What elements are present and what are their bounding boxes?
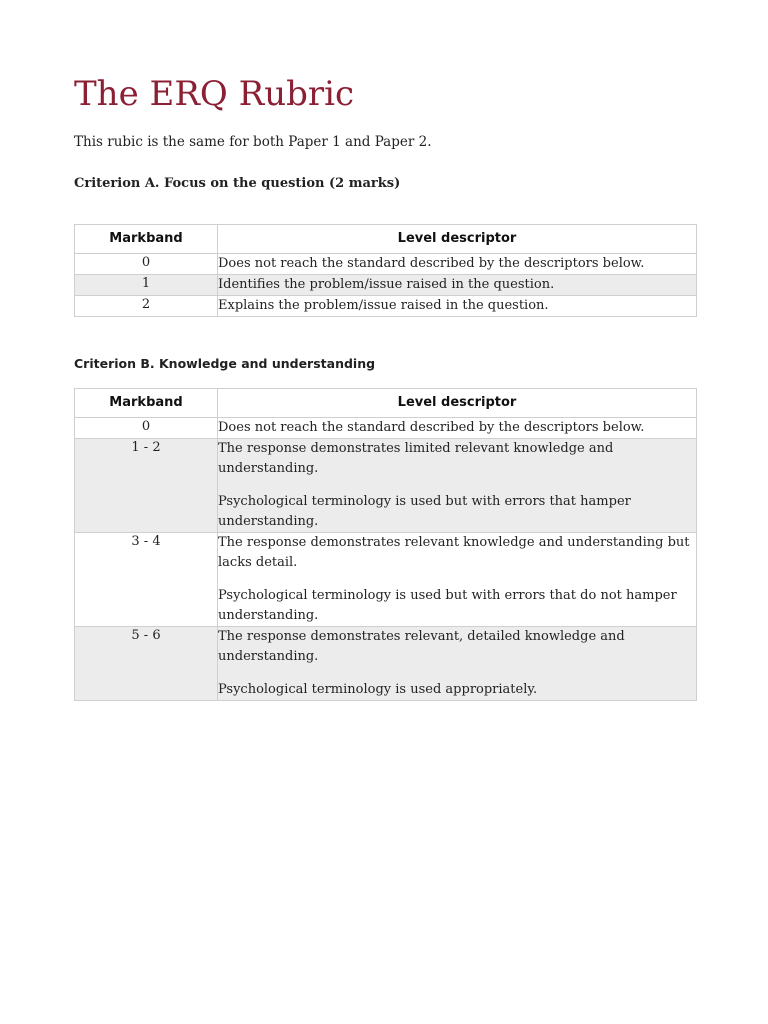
markband-cell: 1 (75, 275, 218, 296)
markband-cell: 0 (75, 254, 218, 275)
descriptor-text: Does not reach the standard described by the descriptors below. (218, 256, 645, 271)
markband-header: Markband (75, 225, 218, 254)
descriptor-text: Explains the problem/issue raised in the question. (218, 298, 549, 313)
descriptor-cell (218, 254, 697, 275)
table-row (75, 627, 697, 701)
table-row (75, 275, 697, 296)
criterion-a-heading: Criterion A. Focus on the question (2 marks) (74, 176, 401, 191)
descriptor-cell (218, 439, 697, 533)
intro-text: This rubic is the same for both Paper 1 and Paper 2. (74, 134, 432, 150)
descriptor-text: Psychological terminology is used appropriately. (218, 682, 538, 697)
markband-cell: 5 - 6 (75, 627, 218, 701)
descriptor-text: Psychological terminology is used but with errors that do not hamper understanding. (218, 588, 677, 623)
criterion-b-table (74, 388, 697, 701)
table-row (75, 296, 697, 317)
criterion-a-table (74, 224, 697, 317)
markband-cell: 3 - 4 (75, 533, 218, 627)
descriptor-cell (218, 275, 697, 296)
level-descriptor-header: Level descriptor (218, 225, 697, 254)
descriptor-text: Identifies the problem/issue raised in the question. (218, 277, 555, 292)
descriptor-cell (218, 418, 697, 439)
markband-cell: 0 (75, 418, 218, 439)
markband-header: Markband (75, 389, 218, 418)
page-title: The ERQ Rubric (74, 74, 355, 114)
markband-cell: 2 (75, 296, 218, 317)
table-row (75, 533, 697, 627)
descriptor-text: The response demonstrates relevant, detailed knowledge and understanding. (218, 629, 625, 664)
table-row (75, 418, 697, 439)
descriptor-text: The response demonstrates relevant knowledge and understanding but lacks detail. (218, 535, 690, 570)
table-row (75, 254, 697, 275)
table-header-row (75, 225, 697, 254)
descriptor-cell (218, 627, 697, 701)
criterion-b-heading: Criterion B. Knowledge and understanding (74, 356, 376, 371)
table-header-row (75, 389, 697, 418)
descriptor-text: Psychological terminology is used but with errors that hamper understanding. (218, 494, 631, 529)
descriptor-cell (218, 533, 697, 627)
markband-cell: 1 - 2 (75, 439, 218, 533)
descriptor-cell (218, 296, 697, 317)
table-row (75, 439, 697, 533)
level-descriptor-header: Level descriptor (218, 389, 697, 418)
descriptor-text: The response demonstrates limited relevant knowledge and understanding. (218, 441, 614, 476)
descriptor-text: Does not reach the standard described by the descriptors below. (218, 420, 645, 435)
